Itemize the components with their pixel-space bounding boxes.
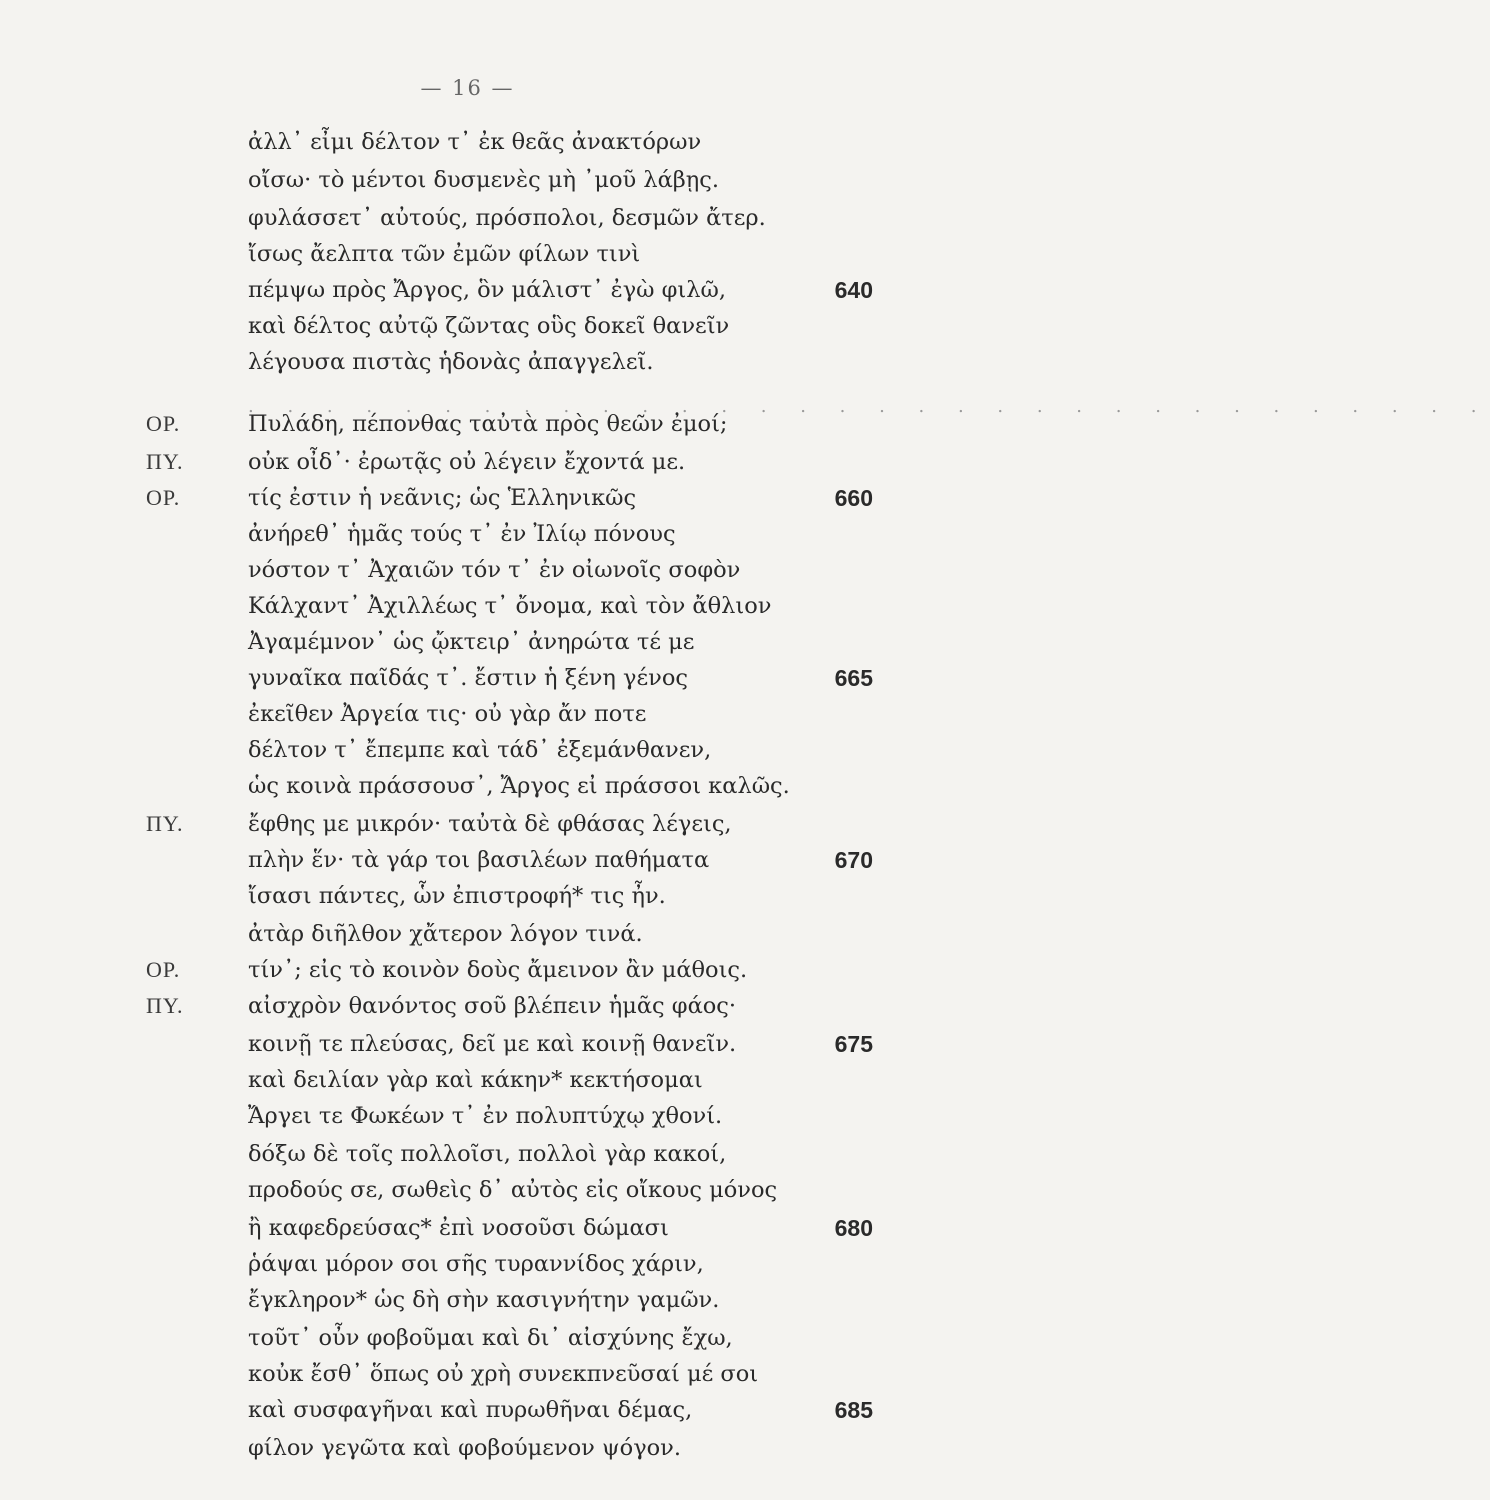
page-number: — 16 — <box>420 76 515 100</box>
line-number: 640 <box>834 277 873 303</box>
verse-line <box>0 1391 935 1429</box>
speaker-label: ΠΥ. <box>146 811 184 836</box>
verse-line <box>0 659 935 697</box>
verse-line <box>0 623 935 661</box>
speaker-label: ΠΥ. <box>146 993 184 1018</box>
verse-text: δόξω δὲ τοῖς πολλοῖσι, πολλοὶ γὰρ κακοί, <box>248 1141 727 1167</box>
line-number: 670 <box>834 847 873 873</box>
verse-line <box>0 695 935 733</box>
verse-line <box>0 1319 935 1357</box>
verse-line <box>0 515 935 553</box>
verse-line <box>0 987 935 1025</box>
verse-line <box>0 731 935 769</box>
verse-text: καὶ δειλίαν γὰρ καὶ κάκην* κεκτήσομαι <box>248 1067 703 1093</box>
verse-text: κοὐκ ἔσθ᾽ ὅπως οὐ χρὴ συνεκπνεῦσαί μέ σοι <box>248 1361 759 1387</box>
speaker-label: ΠΥ. <box>146 449 184 474</box>
verse-line <box>0 479 935 517</box>
verse-line <box>0 199 935 237</box>
verse-text: καὶ συσφαγῆναι καὶ πυρωθῆναι δέμας, <box>248 1397 693 1423</box>
verse-text: τίν᾽; εἰς τὸ κοινὸν δοὺς ἄμεινον ἂν μάθοις. <box>248 957 748 983</box>
verse-text: γυναῖκα παῖδάς τ᾽. ἔστιν ἡ ξένη γένος <box>248 665 688 691</box>
verse-line <box>0 951 935 989</box>
verse-text: Ἄργει τε Φωκέων τ᾽ ἐν πολυπτύχῳ χθονί. <box>248 1103 723 1129</box>
verse-text: οὐκ οἶδ᾽· ἐρωτᾷς οὐ λέγειν ἔχοντά με. <box>248 449 686 475</box>
verse-text: φυλάσσετ᾽ αὐτούς, πρόσπολοι, δεσμῶν ἄτερ. <box>248 205 766 231</box>
line-number: 680 <box>834 1215 873 1241</box>
verse-line <box>0 1097 935 1135</box>
verse-line <box>0 307 935 345</box>
verse-text: δέλτον τ᾽ ἔπεμπε καὶ τάδ᾽ ἐξεμάνθανεν, <box>248 737 712 763</box>
verse-line <box>0 1429 935 1467</box>
verse-text: ἴσως ἄελπτα τῶν ἐμῶν φίλων τινὶ <box>248 241 641 267</box>
verse-line <box>0 841 935 879</box>
line-number: 665 <box>834 665 873 691</box>
verse-text: τίς ἐστιν ἡ νεᾶνις; ὡς Ἑλληνικῶς <box>248 485 637 511</box>
verse-line <box>0 1061 935 1099</box>
line-number: 660 <box>834 485 873 511</box>
verse-line <box>0 1281 935 1319</box>
verse-line <box>0 1171 935 1209</box>
verse-text: ἴσασι πάντες, ὧν ἐπιστροφή* τις ἦν. <box>248 883 666 909</box>
verse-line <box>0 1025 935 1063</box>
verse-line <box>0 805 935 843</box>
verse-text: λέγουσα πιστὰς ἡδονὰς ἀπαγγελεῖ. <box>248 349 654 375</box>
verse-line <box>0 1209 935 1247</box>
verse-text: ἀλλ᾽ εἶμι δέλτον τ᾽ ἐκ θεᾶς ἀνακτόρων <box>248 129 702 155</box>
verse-text: οἴσω· τὸ μέντοι δυσμενὲς μὴ ᾽μοῦ λάβῃς. <box>248 167 720 193</box>
verse-line <box>0 443 935 481</box>
verse-text: ἔγκληρον* ὡς δὴ σὴν κασιγνήτην γαμῶν. <box>248 1287 720 1313</box>
verse-line <box>0 161 935 199</box>
verse-text: καὶ δέλτος αὐτῷ ζῶντας οὓς δοκεῖ θανεῖν <box>248 313 730 339</box>
verse-line <box>0 343 935 381</box>
line-number: 685 <box>834 1397 873 1423</box>
verse-text: ἢ καφεδρεύσας* ἐπὶ νοσοῦσι δώμασι <box>248 1215 669 1241</box>
verse-text: αἰσχρὸν θανόντος σοῦ βλέπειν ἡμᾶς φάος· <box>248 993 737 1019</box>
verse-text: ἀνήρεθ᾽ ἡμᾶς τούς τ᾽ ἐν Ἰλίῳ πόνους <box>248 521 676 547</box>
verse-line <box>0 587 935 625</box>
verse-text: πλὴν ἕν· τὰ γάρ τοι βασιλέων παθήματα <box>248 847 710 873</box>
verse-text: Ἀγαμέμνον᾽ ὡς ᾤκτειρ᾽ ἀνηρώτα τέ με <box>248 629 695 655</box>
verse-text: ὡς κοινὰ πράσσουσ᾽, Ἄργος εἰ πράσσοι καλῶς. <box>248 773 790 799</box>
verse-line <box>0 235 935 273</box>
speaker-label: ΟΡ. <box>146 957 181 982</box>
verse-line <box>0 551 935 589</box>
verse-text: Πυλάδη, πέπονθας ταὐτὰ πρὸς θεῶν ἐμοί; <box>248 411 728 437</box>
speaker-label: ΟΡ. <box>146 411 181 436</box>
verse-line <box>0 767 935 805</box>
verse-line <box>0 1135 935 1173</box>
lacuna-marks: . . . . . . . . . . . . . . . . . . . . . . . . . . . . . . . . <box>248 396 1490 417</box>
verse-text: προδούς σε, σωθεὶς δ᾽ αὐτὸς εἰς οἴκους μόνος <box>248 1177 778 1203</box>
verse-line <box>0 271 935 309</box>
verse-text: ἔφθης με μικρόν· ταὐτὰ δὲ φθάσας λέγεις, <box>248 811 732 837</box>
speaker-label: ΟΡ. <box>146 485 181 510</box>
line-number: 675 <box>834 1031 873 1057</box>
verse-line <box>0 405 935 443</box>
verse-text: κοινῇ τε πλεύσας, δεῖ με καὶ κοινῇ θανεῖν. <box>248 1031 737 1057</box>
verse-line <box>0 1355 935 1393</box>
verse-text: τοῦτ᾽ οὖν φοβοῦμαι καὶ δι᾽ αἰσχύνης ἔχω, <box>248 1325 733 1351</box>
verse-text: νόστον τ᾽ Ἀχαιῶν τόν τ᾽ ἐν οἰωνοῖς σοφὸν <box>248 557 741 583</box>
verse-text: ἀτὰρ διῆλθον χἄτερον λόγον τινά. <box>248 921 643 947</box>
verse-text: ἐκεῖθεν Ἀργεία τις· οὐ γὰρ ἄν ποτε <box>248 701 647 727</box>
verse-text: φίλον γεγῶτα καὶ φοβούμενον ψόγον. <box>248 1435 682 1461</box>
verse-text: Κάλχαντ᾽ Ἀχιλλέως τ᾽ ὄνομα, καὶ τὸν ἄθλιον <box>248 593 772 619</box>
verse-line <box>0 877 935 915</box>
verse-line <box>0 915 935 953</box>
verse-line <box>0 1245 935 1283</box>
verse-text: ῥάψαι μόρον σοι σῆς τυραννίδος χάριν, <box>248 1251 704 1277</box>
verse-line <box>0 123 935 161</box>
verse-text: πέμψω πρὸς Ἄργος, ὃν μάλιστ᾽ ἐγὼ φιλῶ, <box>248 277 727 303</box>
